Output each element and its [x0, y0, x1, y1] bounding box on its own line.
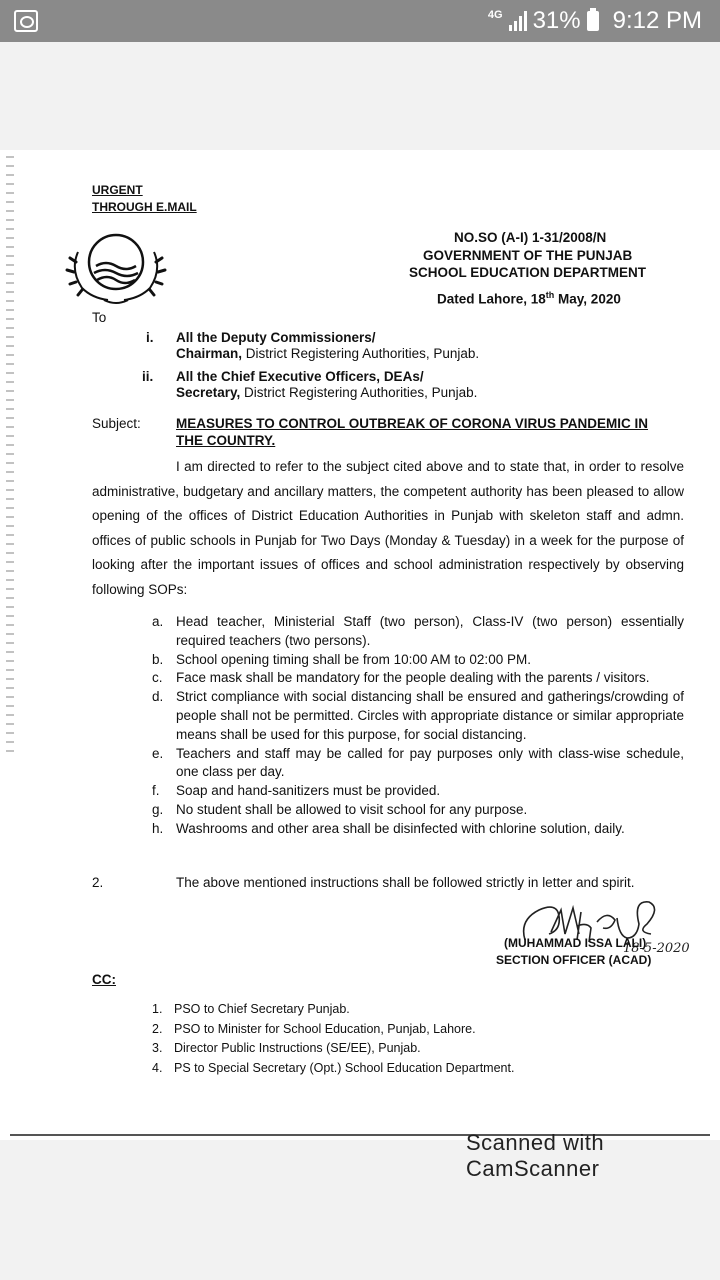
scanned-watermark: Scanned with CamScanner	[466, 1130, 605, 1181]
letter-date: Dated Lahore, 18th May, 2020	[437, 290, 621, 307]
reference-number: NO.SO (A-I) 1-31/2008/N	[454, 230, 607, 245]
subject-line2: THE COUNTRY.	[176, 433, 276, 448]
recipient-num: i.	[146, 330, 154, 345]
list-item: g. No student shall be allowed to visit school for any purpose.	[152, 801, 528, 817]
para2-text: The above mentioned instructions shall be followed strictly in letter and spirit.	[176, 875, 635, 890]
list-item: a. Head teacher, Ministerial Staff (two person), Class-IV (two person) essentially required teachers (two persons).	[152, 614, 684, 648]
clock: 9:12 PM	[612, 7, 702, 34]
body-paragraph: I am directed to refer to the subject cited above and to state that, in order to resolve administrative, budgetary and ancillary matters, the competent authority has been pleased to allow opening of the offices of District Education Authorities in Punjab with skeleton staff and admn. offices of public schools in Punjab for Two Days (Monday & Tuesday) in a week for the purpose of looking after the important issues of offices and school administration respectively by observing following SOPs:	[92, 459, 684, 597]
recipient-line1: All the Deputy Commissioners/	[176, 330, 376, 345]
list-item: 4. PS to Special Secretary (Opt.) School Education Department.	[152, 1060, 515, 1075]
list-item: 1. PSO to Chief Secretary Punjab.	[152, 1002, 350, 1016]
recipient-line1: All the Chief Executive Officers, DEAs/	[176, 369, 424, 384]
network-type: 4G	[487, 8, 503, 21]
signal-icon	[509, 11, 527, 31]
cc-list	[152, 1000, 514, 1078]
list-item: e. Teachers and staff may be called for pay purposes only with class-wise schedule, one class per day.	[152, 745, 684, 780]
list-item: f. Soap and hand-sanitizers must be provided.	[152, 783, 441, 799]
subject-label: Subject:	[92, 416, 141, 431]
punjab-emblem-icon	[64, 222, 168, 308]
signed-date: 18-5-2020	[623, 941, 690, 954]
list-item: h. Washrooms and other area shall be disinfected with chlorine solution, daily.	[152, 820, 625, 836]
signatory-title: SECTION OFFICER (ACAD)	[496, 953, 652, 967]
page-edge-marks	[6, 156, 14, 756]
recipient-line2: Chairman, District Registering Authorities, Punjab.	[176, 346, 480, 361]
recipient-line2: Secretary, District Registering Authorities, Punjab.	[176, 385, 478, 400]
subject-line1: MEASURES TO CONTROL OUTBREAK OF CORONA VIRUS PANDEMIC IN	[176, 416, 649, 431]
through-email-label: THROUGH E.MAIL	[92, 200, 197, 214]
government-heading: GOVERNMENT OF THE PUNJAB	[423, 248, 633, 263]
status-bar-right	[488, 5, 702, 37]
list-item: d. Strict compliance with social distancing shall be ensured and gatherings/crowding of people shall not be permitted. Circles with appropriate distance or similar appropriate means shall be used for this purpose, for social distancing.	[152, 689, 684, 742]
list-item: 2. PSO to Minister for School Education, Punjab, Lahore.	[152, 1021, 476, 1036]
list-item: b. School opening timing shall be from 10:00 AM to 02:00 PM.	[152, 651, 531, 667]
recipient-num: ii.	[142, 369, 154, 384]
para2-number: 2.	[92, 875, 104, 890]
urgent-label: URGENT	[92, 183, 143, 197]
department-heading: SCHOOL EDUCATION DEPARTMENT	[409, 265, 647, 280]
battery-icon	[587, 11, 599, 31]
status-bar	[0, 0, 720, 42]
signatory-name: (MUHAMMAD ISSA LALI)	[504, 936, 647, 950]
cc-label: CC:	[92, 972, 116, 987]
list-item: c. Face mask shall be mandatory for the people dealing with the parents / visitors.	[152, 670, 650, 686]
gallery-notification-icon	[14, 10, 38, 32]
battery-percent: 31%	[532, 7, 581, 34]
list-item: 3. Director Public Instructions (SE/EE), Punjab.	[152, 1041, 421, 1055]
scanned-letter-image	[0, 150, 720, 1181]
to-label: To	[92, 310, 107, 325]
sop-list	[152, 613, 684, 839]
